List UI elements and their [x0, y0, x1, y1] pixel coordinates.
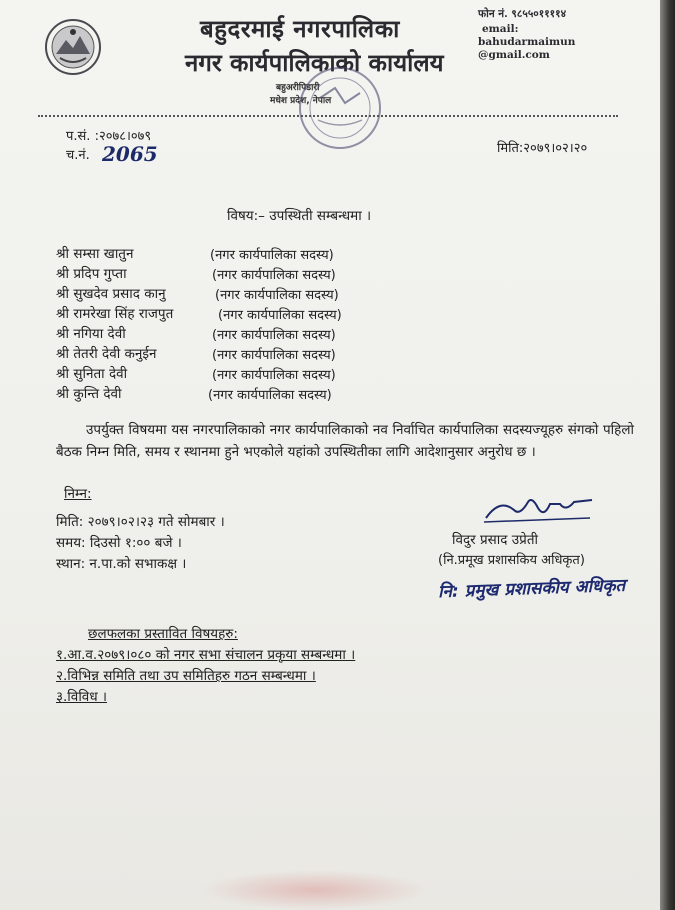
header-divider	[38, 115, 618, 117]
member-role: (नगर कार्यपालिका सदस्य)	[218, 308, 342, 323]
office-stamp-icon	[290, 58, 390, 158]
signatory-name: विदुर प्रसाद उप्रेती	[452, 532, 539, 548]
member-role: (नगर कार्यपालिका सदस्य)	[215, 288, 339, 303]
handwritten-signature-icon	[480, 488, 600, 528]
paper-shadow	[200, 870, 430, 910]
member-role: (नगर कार्यपालिका सदस्य)	[212, 368, 336, 383]
body-paragraph: उपर्युक्त विषयमा यस नगरपालिकाको नगर कार्यपालिकाको नव निर्वाचित कार्यपालिका सदस्यज्यूहरु संगको पहिलो बैठक निम्न मिति, समय र स्थानमा हुने भएकोले यहांको उपस्थितीका लागि आदेशानुसार अनुरोध छ ।	[56, 422, 634, 460]
signatory-title: (नि.प्रमूख प्रशासकिय अधिकृत)	[438, 553, 585, 568]
member-name: श्री रामरेखा सिंह राजपुत	[56, 306, 174, 322]
address-line-1: बहुअरीपिडारी	[276, 83, 320, 93]
phone-number: फोन नं. ९८५५०११११४	[478, 8, 567, 20]
email-domain: @gmail.com	[478, 49, 550, 61]
nimna-label: निम्न:	[64, 486, 92, 502]
chalani-label: च.नं.	[66, 148, 90, 163]
chalani-number-handwritten: 2065	[102, 142, 158, 166]
email-user: bahudarmaimun	[478, 36, 576, 48]
member-role: (नगर कार्यपालिका सदस्य)	[212, 348, 336, 363]
agenda-item: २.विभिन्न समिति तथा उप समितिहरु गठन सम्बन्धमा ।	[56, 668, 316, 684]
office-title: बहुदरमाई नगरपालिका	[200, 15, 400, 43]
email-label: email:	[482, 23, 519, 35]
member-role: (नगर कार्यपालिका सदस्य)	[208, 388, 332, 403]
office-subtitle: नगर कार्यपालिकाको कार्यालय	[185, 49, 444, 77]
paper-edge-background	[660, 0, 675, 910]
member-name: श्री तेतरी देवी कनुईन	[56, 346, 157, 362]
signatory-stamp: नि: प्रमुख प्रशासकीय अधिकृत	[437, 575, 626, 603]
contact-block	[478, 8, 575, 62]
member-role: (नगर कार्यपालिका सदस्य)	[212, 268, 336, 283]
member-name: श्री प्रदिप गुप्ता	[56, 266, 127, 282]
subject-line: विषय:– उपस्थिती सम्बन्धमा ।	[227, 208, 372, 224]
agenda-item: १.आ.व.२०७९।०८० को नगर सभा संचालन प्रकृया सम्बन्धमा ।	[56, 647, 356, 663]
patra-sankhya: प.सं. :२०७८।०७९	[66, 129, 152, 144]
member-name: श्री नगिया देवी	[56, 326, 126, 342]
member-name: श्री सुनिता देवी	[56, 366, 128, 382]
agenda-heading: छलफलका प्रस्तावित विषयहरु:	[88, 626, 238, 642]
member-name: श्री सुखदेव प्रसाद कानु	[56, 286, 166, 302]
member-name: श्री सम्सा खातुन	[56, 246, 134, 262]
address-line-2: मधेश प्रदेश, नेपाल	[270, 96, 332, 106]
municipal-emblem-icon	[44, 18, 102, 76]
member-role: (नगर कार्यपालिका सदस्य)	[212, 328, 336, 343]
meeting-date: मिति: २०७९।०२।२३ गते सोमबार ।	[56, 514, 225, 530]
member-role: (नगर कार्यपालिका सदस्य)	[210, 248, 334, 263]
letter-date: मिति:२०७९।०२।२०	[497, 141, 588, 156]
agenda-item: ३.विविध ।	[56, 689, 108, 705]
meeting-time: समय: दिउसो १:०० बजे ।	[56, 535, 182, 551]
member-name: श्री कुन्ति देवी	[56, 386, 122, 402]
meeting-place: स्थान: न.पा.को सभाकक्ष ।	[56, 556, 187, 572]
